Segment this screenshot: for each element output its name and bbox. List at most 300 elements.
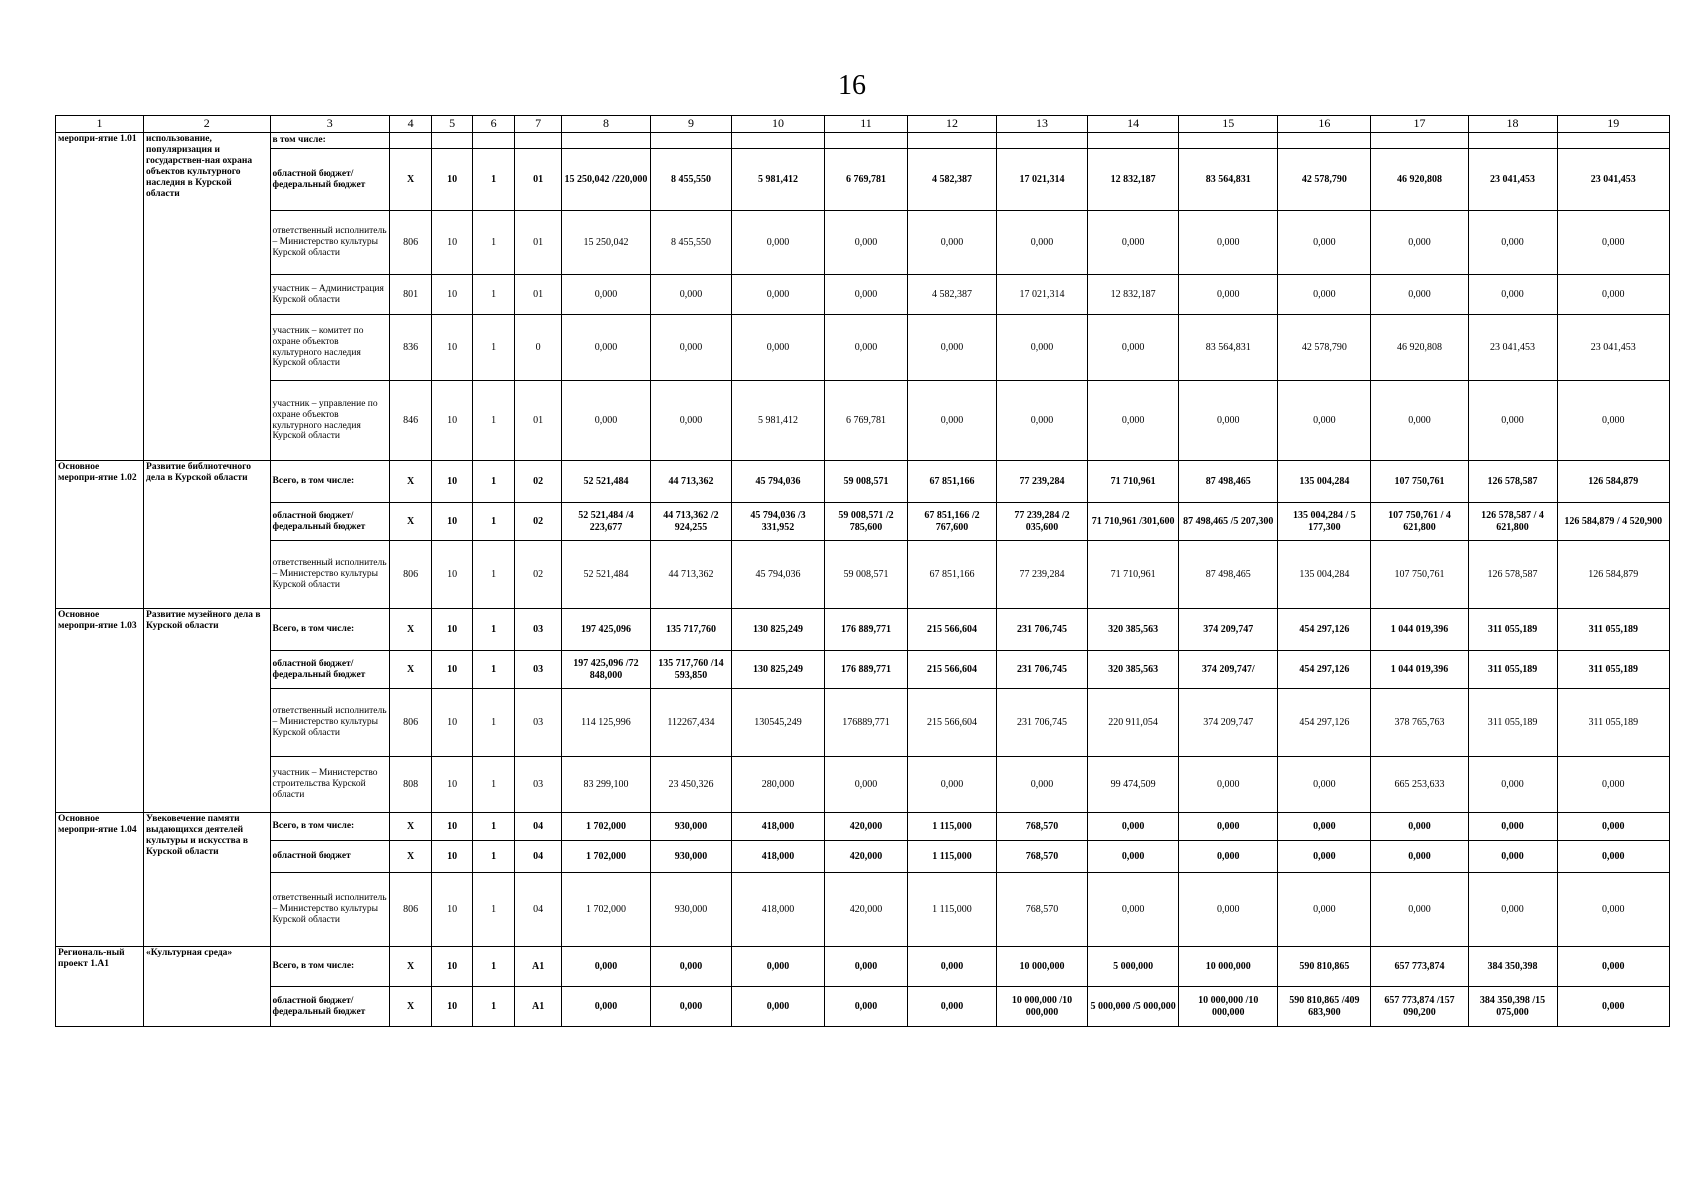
table-cell: 107 750,761: [1371, 541, 1468, 609]
table-row: [56, 381, 1670, 461]
table-cell: 0,000: [907, 315, 996, 381]
table-cell: 10 000,000: [1179, 947, 1278, 987]
table-cell: 126 578,587: [1468, 461, 1557, 503]
table-cell: 112267,434: [650, 689, 731, 757]
table-cell: 454 297,126: [1278, 651, 1371, 689]
table-cell: 0,000: [650, 315, 731, 381]
funding-source-cell: областной бюджет/ федеральный бюджет: [270, 651, 389, 689]
measure-name-cell: «Культурная среда»: [144, 947, 270, 1027]
table-cell: 17 021,314: [997, 149, 1088, 211]
table-cell: 311 055,189: [1557, 689, 1669, 757]
table-cell: 0,000: [1371, 275, 1468, 315]
table-cell: 1: [472, 651, 515, 689]
table-cell: 5 000,000: [1088, 947, 1179, 987]
table-cell: 71 710,961 /301,600: [1088, 503, 1179, 541]
table-cell: 42 578,790: [1278, 315, 1371, 381]
table-cell: 135 717,760 /14 593,850: [650, 651, 731, 689]
table-cell: 0,000: [1278, 813, 1371, 841]
table-cell: 52 521,484: [561, 461, 650, 503]
budget-table: [55, 115, 1670, 1027]
table-cell: Х: [389, 841, 432, 873]
table-cell: 311 055,189: [1557, 651, 1669, 689]
table-cell: 83 564,831: [1179, 315, 1278, 381]
table-row: [56, 757, 1670, 813]
table-cell: 384 350,398 /15 075,000: [1468, 987, 1557, 1027]
table-cell: 1 115,000: [907, 813, 996, 841]
column-header-13: 13: [997, 116, 1088, 133]
table-row: [56, 541, 1670, 609]
funding-source-cell: ответственный исполнитель – Министерство культуры Курской области: [270, 689, 389, 757]
table-cell: 0,000: [1468, 813, 1557, 841]
table-cell: 0,000: [1557, 841, 1669, 873]
table-cell: 10: [432, 381, 472, 461]
table-cell: Х: [389, 503, 432, 541]
funding-source-cell: ответственный исполнитель – Министерство культуры Курской области: [270, 211, 389, 275]
table-cell: 1 044 019,396: [1371, 609, 1468, 651]
table-cell: 03: [515, 757, 562, 813]
funding-source-cell: участник – Администрация Курской области: [270, 275, 389, 315]
table-cell: Х: [389, 813, 432, 841]
table-cell: 0,000: [1557, 987, 1669, 1027]
table-cell: 10: [432, 841, 472, 873]
table-cell: 04: [515, 873, 562, 947]
table-cell: Х: [389, 609, 432, 651]
column-header-6: 6: [472, 116, 515, 133]
table-cell: 374 209,747/: [1179, 651, 1278, 689]
table-cell: 930,000: [650, 813, 731, 841]
funding-source-cell: участник – комитет по охране объектов культурного наследия Курской области: [270, 315, 389, 381]
table-cell: 311 055,189: [1557, 609, 1669, 651]
table-cell: 67 851,166: [907, 461, 996, 503]
table-cell: [1179, 133, 1278, 149]
table-cell: 0,000: [650, 987, 731, 1027]
measure-name-cell: Увековечение памяти выдающихся деятелей культуры и искусства в Курской области: [144, 813, 270, 947]
table-cell: 59 008,571 /2 785,600: [825, 503, 908, 541]
table-cell: 10: [432, 651, 472, 689]
table-row: [56, 947, 1670, 987]
table-cell: 0,000: [1278, 757, 1371, 813]
measure-name-cell: Развитие музейного дела в Курской области: [144, 609, 270, 813]
table-cell: [650, 133, 731, 149]
table-cell: 806: [389, 541, 432, 609]
table-cell: 126 584,879 / 4 520,900: [1557, 503, 1669, 541]
table-cell: 215 566,604: [907, 689, 996, 757]
table-cell: 0,000: [907, 211, 996, 275]
column-header-5: 5: [432, 116, 472, 133]
table-row: [56, 211, 1670, 275]
table-cell: 1: [472, 315, 515, 381]
table-cell: [1557, 133, 1669, 149]
table-cell: [561, 133, 650, 149]
table-cell: 44 713,362 /2 924,255: [650, 503, 731, 541]
table-cell: 0,000: [561, 947, 650, 987]
table-cell: 0,000: [1557, 381, 1669, 461]
table-cell: 836: [389, 315, 432, 381]
table-cell: [1278, 133, 1371, 149]
table-cell: 1: [472, 381, 515, 461]
table-cell: 17 021,314: [997, 275, 1088, 315]
table-cell: 4 582,387: [907, 275, 996, 315]
table-cell: 5 000,000 /5 000,000: [1088, 987, 1179, 1027]
table-cell: 0,000: [825, 757, 908, 813]
table-cell: 0,000: [1088, 381, 1179, 461]
measure-status-cell: Основное меропри-ятие 1.04: [56, 813, 144, 947]
table-cell: 1 115,000: [907, 841, 996, 873]
table-cell: 99 474,509: [1088, 757, 1179, 813]
table-cell: 846: [389, 381, 432, 461]
table-cell: 0,000: [825, 315, 908, 381]
table-cell: 10: [432, 503, 472, 541]
table-row: [56, 609, 1670, 651]
table-cell: 0,000: [1088, 211, 1179, 275]
table-cell: 87 498,465: [1179, 541, 1278, 609]
table-cell: 0,000: [561, 987, 650, 1027]
table-cell: 45 794,036: [731, 541, 824, 609]
table-cell: 0,000: [1468, 275, 1557, 315]
table-cell: 0,000: [907, 757, 996, 813]
table-cell: 0,000: [731, 211, 824, 275]
table-cell: 10: [432, 757, 472, 813]
measure-name-cell: Развитие библиотечного дела в Курской области: [144, 461, 270, 609]
table-cell: 0,000: [650, 947, 731, 987]
table-cell: 0,000: [1371, 211, 1468, 275]
table-cell: 0,000: [650, 381, 731, 461]
table-body: [56, 133, 1670, 1027]
table-cell: 1: [472, 813, 515, 841]
table-cell: 23 041,453: [1557, 149, 1669, 211]
table-cell: 10: [432, 275, 472, 315]
column-header-3: 3: [270, 116, 389, 133]
table-cell: 374 209,747: [1179, 609, 1278, 651]
table-cell: 42 578,790: [1278, 149, 1371, 211]
table-cell: 0,000: [1371, 813, 1468, 841]
column-header-4: 4: [389, 116, 432, 133]
table-cell: 83 564,831: [1179, 149, 1278, 211]
table-cell: [515, 133, 562, 149]
table-cell: 1: [472, 275, 515, 315]
table-cell: 311 055,189: [1468, 689, 1557, 757]
table-cell: 23 041,453: [1557, 315, 1669, 381]
measure-status-cell: Основное меропри-ятие 1.03: [56, 609, 144, 813]
table-cell: 02: [515, 461, 562, 503]
table-cell: 45 794,036 /3 331,952: [731, 503, 824, 541]
table-cell: 52 521,484: [561, 541, 650, 609]
table-cell: 77 239,284 /2 035,600: [997, 503, 1088, 541]
table-cell: 418,000: [731, 813, 824, 841]
table-cell: 0,000: [731, 275, 824, 315]
table-cell: [1468, 133, 1557, 149]
funding-source-cell: областной бюджет/ федеральный бюджет: [270, 987, 389, 1027]
table-cell: 0,000: [1468, 757, 1557, 813]
table-cell: 23 041,453: [1468, 315, 1557, 381]
table-row: [56, 813, 1670, 841]
table-cell: 418,000: [731, 841, 824, 873]
table-cell: 01: [515, 381, 562, 461]
column-header-1: 1: [56, 116, 144, 133]
table-cell: 0,000: [1371, 873, 1468, 947]
table-cell: [825, 133, 908, 149]
table-cell: 10: [432, 873, 472, 947]
funding-source-cell: областной бюджет/ федеральный бюджет: [270, 503, 389, 541]
table-cell: 220 911,054: [1088, 689, 1179, 757]
table-cell: 320 385,563: [1088, 609, 1179, 651]
table-cell: 135 004,284: [1278, 461, 1371, 503]
table-cell: 10: [432, 211, 472, 275]
table-cell: 0,000: [907, 381, 996, 461]
column-header-10: 10: [731, 116, 824, 133]
table-cell: 930,000: [650, 841, 731, 873]
table-cell: 23 450,326: [650, 757, 731, 813]
table-cell: 45 794,036: [731, 461, 824, 503]
table-cell: 03: [515, 689, 562, 757]
table-cell: 10 000,000 /10 000,000: [997, 987, 1088, 1027]
funding-source-cell: Всего, в том числе:: [270, 609, 389, 651]
table-cell: 10: [432, 987, 472, 1027]
table-row: [56, 133, 1670, 149]
table-cell: 0,000: [731, 947, 824, 987]
table-header-row: [56, 116, 1670, 133]
table-cell: 0,000: [1557, 813, 1669, 841]
table-cell: 135 717,760: [650, 609, 731, 651]
column-header-15: 15: [1179, 116, 1278, 133]
table-cell: 8 455,550: [650, 211, 731, 275]
table-cell: 0,000: [561, 315, 650, 381]
table-cell: [472, 133, 515, 149]
table-cell: 768,570: [997, 813, 1088, 841]
table-cell: 231 706,745: [997, 609, 1088, 651]
table-cell: 215 566,604: [907, 651, 996, 689]
table-cell: 87 498,465: [1179, 461, 1278, 503]
table-cell: 0,000: [1179, 381, 1278, 461]
measure-status-cell: меропри-ятие 1.01: [56, 133, 144, 461]
table-cell: 0,000: [1557, 873, 1669, 947]
column-header-19: 19: [1557, 116, 1669, 133]
table-cell: 10: [432, 541, 472, 609]
table-cell: 1 115,000: [907, 873, 996, 947]
table-cell: 311 055,189: [1468, 609, 1557, 651]
column-header-2: 2: [144, 116, 270, 133]
table-cell: Х: [389, 461, 432, 503]
table-cell: 23 041,453: [1468, 149, 1557, 211]
column-header-18: 18: [1468, 116, 1557, 133]
table-cell: Х: [389, 987, 432, 1027]
table-cell: 0,000: [1179, 841, 1278, 873]
table-cell: 0,000: [731, 987, 824, 1027]
table-cell: 67 851,166 /2 767,600: [907, 503, 996, 541]
table-cell: 0,000: [650, 275, 731, 315]
table-cell: 0,000: [1371, 381, 1468, 461]
table-cell: 10: [432, 461, 472, 503]
table-cell: 768,570: [997, 841, 1088, 873]
table-cell: 0,000: [997, 757, 1088, 813]
funding-source-cell: участник – управление по охране объектов культурного наследия Курской области: [270, 381, 389, 461]
funding-source-cell: областной бюджет/ федеральный бюджет: [270, 149, 389, 211]
table-row: [56, 275, 1670, 315]
column-header-11: 11: [825, 116, 908, 133]
table-cell: 10: [432, 947, 472, 987]
table-cell: 0,000: [1278, 841, 1371, 873]
table-cell: 1: [472, 541, 515, 609]
table-cell: 0,000: [997, 315, 1088, 381]
table-row: [56, 503, 1670, 541]
table-cell: 378 765,763: [1371, 689, 1468, 757]
table-cell: [432, 133, 472, 149]
table-cell: 8 455,550: [650, 149, 731, 211]
table-cell: 59 008,571: [825, 541, 908, 609]
table-cell: Х: [389, 149, 432, 211]
table-cell: 0,000: [561, 381, 650, 461]
table-cell: 0,000: [1088, 813, 1179, 841]
table-cell: 0,000: [1179, 211, 1278, 275]
table-cell: [907, 133, 996, 149]
table-cell: 0,000: [1179, 813, 1278, 841]
table-cell: 130 825,249: [731, 609, 824, 651]
table-cell: 418,000: [731, 873, 824, 947]
column-header-14: 14: [1088, 116, 1179, 133]
table-cell: 311 055,189: [1468, 651, 1557, 689]
table-cell: 0,000: [997, 211, 1088, 275]
table-cell: 0,000: [1088, 315, 1179, 381]
table-cell: 0,000: [825, 947, 908, 987]
funding-source-cell: ответственный исполнитель – Министерство культуры Курской области: [270, 873, 389, 947]
table-cell: 0,000: [1468, 381, 1557, 461]
table-cell: 231 706,745: [997, 689, 1088, 757]
table-cell: 0,000: [1278, 211, 1371, 275]
table-cell: 0,000: [1179, 275, 1278, 315]
table-cell: 46 920,808: [1371, 315, 1468, 381]
table-cell: 0,000: [561, 275, 650, 315]
measure-status-cell: Основное меропри-ятие 1.02: [56, 461, 144, 609]
table-cell: 1: [472, 947, 515, 987]
table-cell: 10 000,000 /10 000,000: [1179, 987, 1278, 1027]
table-cell: 657 773,874 /157 090,200: [1371, 987, 1468, 1027]
table-cell: 0,000: [1088, 873, 1179, 947]
table-cell: 374 209,747: [1179, 689, 1278, 757]
table-cell: 0,000: [1557, 757, 1669, 813]
table-row: [56, 841, 1670, 873]
table-cell: 67 851,166: [907, 541, 996, 609]
table-cell: [1371, 133, 1468, 149]
table-cell: 665 253,633: [1371, 757, 1468, 813]
table-cell: 176 889,771: [825, 609, 908, 651]
table-cell: 15 250,042: [561, 211, 650, 275]
funding-source-cell: Всего, в том числе:: [270, 813, 389, 841]
table-cell: 197 425,096 /72 848,000: [561, 651, 650, 689]
table-cell: 130 825,249: [731, 651, 824, 689]
table-cell: 10: [432, 813, 472, 841]
table-cell: 806: [389, 211, 432, 275]
table-cell: 04: [515, 841, 562, 873]
table-cell: 1: [472, 461, 515, 503]
table-cell: 5 981,412: [731, 381, 824, 461]
table-cell: 0,000: [1179, 873, 1278, 947]
funding-source-cell: в том числе:: [270, 133, 389, 149]
table-cell: 590 810,865: [1278, 947, 1371, 987]
table-cell: 87 498,465 /5 207,300: [1179, 503, 1278, 541]
table-cell: 1: [472, 987, 515, 1027]
table-cell: 420,000: [825, 813, 908, 841]
table-cell: 801: [389, 275, 432, 315]
table-row: [56, 689, 1670, 757]
table-cell: 77 239,284: [997, 541, 1088, 609]
table-cell: 1 702,000: [561, 841, 650, 873]
funding-source-cell: Всего, в том числе:: [270, 461, 389, 503]
table-cell: 135 004,284 / 5 177,300: [1278, 503, 1371, 541]
table-cell: 0,000: [1179, 757, 1278, 813]
table-cell: 02: [515, 541, 562, 609]
table-cell: 01: [515, 275, 562, 315]
table-cell: 215 566,604: [907, 609, 996, 651]
table-cell: 0,000: [1088, 841, 1179, 873]
table-cell: 71 710,961: [1088, 461, 1179, 503]
table-cell: [997, 133, 1088, 149]
table-cell: А1: [515, 987, 562, 1027]
table-cell: 0,000: [1278, 873, 1371, 947]
table-cell: 0,000: [907, 947, 996, 987]
table-cell: 107 750,761: [1371, 461, 1468, 503]
table-cell: А1: [515, 947, 562, 987]
table-cell: 1: [472, 757, 515, 813]
table-cell: 71 710,961: [1088, 541, 1179, 609]
table-cell: 0,000: [1557, 211, 1669, 275]
funding-source-cell: ответственный исполнитель – Министерство культуры Курской области: [270, 541, 389, 609]
table-cell: 0,000: [1371, 841, 1468, 873]
table-cell: 126 578,587 / 4 621,800: [1468, 503, 1557, 541]
table-cell: 10: [432, 149, 472, 211]
table-cell: 44 713,362: [650, 461, 731, 503]
table-cell: 420,000: [825, 841, 908, 873]
table-cell: 126 584,879: [1557, 541, 1669, 609]
table-cell: 10 000,000: [997, 947, 1088, 987]
table-cell: 126 578,587: [1468, 541, 1557, 609]
table-cell: 0,000: [997, 381, 1088, 461]
table-cell: 02: [515, 503, 562, 541]
table-cell: 1: [472, 689, 515, 757]
table-cell: 135 004,284: [1278, 541, 1371, 609]
table-cell: 808: [389, 757, 432, 813]
table-cell: 114 125,996: [561, 689, 650, 757]
table-cell: 231 706,745: [997, 651, 1088, 689]
measure-name-cell: использование, популяризация и государствен-ная охрана объектов культурного наследия в Курской области: [144, 133, 270, 461]
table-cell: [1088, 133, 1179, 149]
table-cell: 0,000: [825, 275, 908, 315]
table-row: [56, 149, 1670, 211]
table-cell: 0: [515, 315, 562, 381]
table-cell: 5 981,412: [731, 149, 824, 211]
table-row: [56, 461, 1670, 503]
column-header-7: 7: [515, 116, 562, 133]
table-cell: 176 889,771: [825, 651, 908, 689]
table-cell: 768,570: [997, 873, 1088, 947]
table-cell: 1: [472, 609, 515, 651]
table-cell: 52 521,484 /4 223,677: [561, 503, 650, 541]
table-cell: 0,000: [1278, 381, 1371, 461]
table-cell: 280,000: [731, 757, 824, 813]
table-cell: 04: [515, 813, 562, 841]
column-header-8: 8: [561, 116, 650, 133]
table-cell: 0,000: [731, 315, 824, 381]
table-cell: 77 239,284: [997, 461, 1088, 503]
table-cell: 15 250,042 /220,000: [561, 149, 650, 211]
table-cell: 44 713,362: [650, 541, 731, 609]
table-cell: 1: [472, 211, 515, 275]
table-cell: 454 297,126: [1278, 609, 1371, 651]
column-header-9: 9: [650, 116, 731, 133]
table-cell: 10: [432, 609, 472, 651]
table-cell: 130545,249: [731, 689, 824, 757]
table-cell: 806: [389, 689, 432, 757]
table-cell: 0,000: [825, 211, 908, 275]
